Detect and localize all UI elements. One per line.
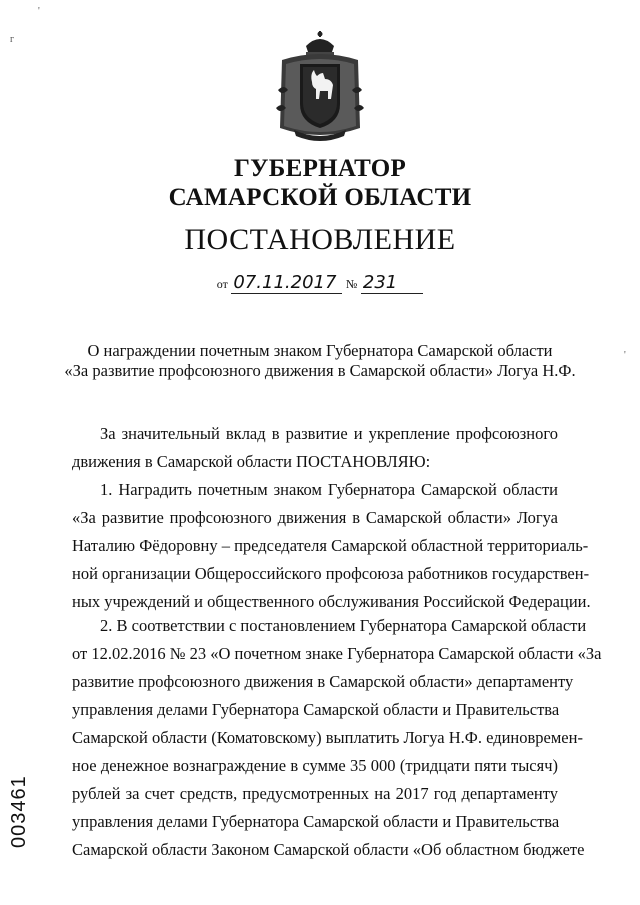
body-line: Самарской области Законом Самарской области «Об областном бюджете [72, 840, 585, 859]
body-line: управления делами Губернатора Самарской области и Правительства [72, 700, 560, 719]
date-number-line [0, 272, 640, 294]
document-subject [60, 341, 580, 381]
scan-mark: г [10, 34, 15, 45]
body-line: ной организации Общероссийского профсоюза работников государствен- [72, 564, 590, 583]
date-prefix: от [216, 277, 228, 291]
body-line: движения в Самарской области ПОСТАНОВЛЯЮ: [72, 452, 431, 471]
body-line: Наталию Фёдоровну – председателя Самарской областной территориаль- [72, 536, 589, 555]
issuer-title: ГУБЕРНАТОР [233, 155, 407, 182]
body-line: 2. В соответствии с постановлением Губернатора Самарской области [100, 616, 587, 635]
subject-line: О награждении почетным знаком Губернатора Самарской области [87, 341, 553, 360]
coat-of-arms-emblem [272, 30, 368, 148]
preamble [72, 420, 558, 476]
subject-line: «За развитие профсоюзного движения в Самарской области» Логуа Н.Ф. [64, 361, 576, 380]
document-number: 231 [361, 272, 423, 294]
body-line: развитие профсоюзного движения в Самарской области» департаменту [72, 672, 574, 691]
body-line: 1. Наградить почетным знаком Губернатора Самарской области [100, 480, 558, 499]
side-serial-number: 003461 [8, 775, 30, 848]
scan-mark: ' [38, 6, 40, 17]
clause-1 [72, 476, 591, 616]
body-line: управления делами Губернатора Самарской области и Правительства [72, 812, 560, 831]
scan-mark: ' [624, 350, 626, 361]
body-line: ных учреждений и общественного обслуживания Российской Федерации. [72, 592, 591, 611]
document-type: ПОСТАНОВЛЕНИЕ [184, 223, 456, 256]
body-line: Самарской области (Коматовскому) выплатить Логуа Н.Ф. единовремен- [72, 728, 583, 747]
body-line: За значительный вклад в развитие и укрепление профсоюзного [100, 424, 558, 443]
issuer-region: САМАРСКОЙ ОБЛАСТИ [168, 184, 472, 211]
body-line: «За развитие профсоюзного движения в Самарской области» Логуа [72, 508, 558, 527]
document-date: 07.11.2017 [231, 272, 342, 294]
body-line: от 12.02.2016 № 23 «О почетном знаке Губернатора Самарской области «За [72, 644, 602, 663]
body-line: рублей за счет средств, предусмотренных на 2017 год департаменту [72, 784, 558, 803]
body-line: ное денежное вознаграждение в сумме 35 000 (тридцати пяти тысяч) [72, 756, 558, 775]
number-prefix: № [345, 277, 358, 291]
clause-2 [72, 612, 602, 864]
